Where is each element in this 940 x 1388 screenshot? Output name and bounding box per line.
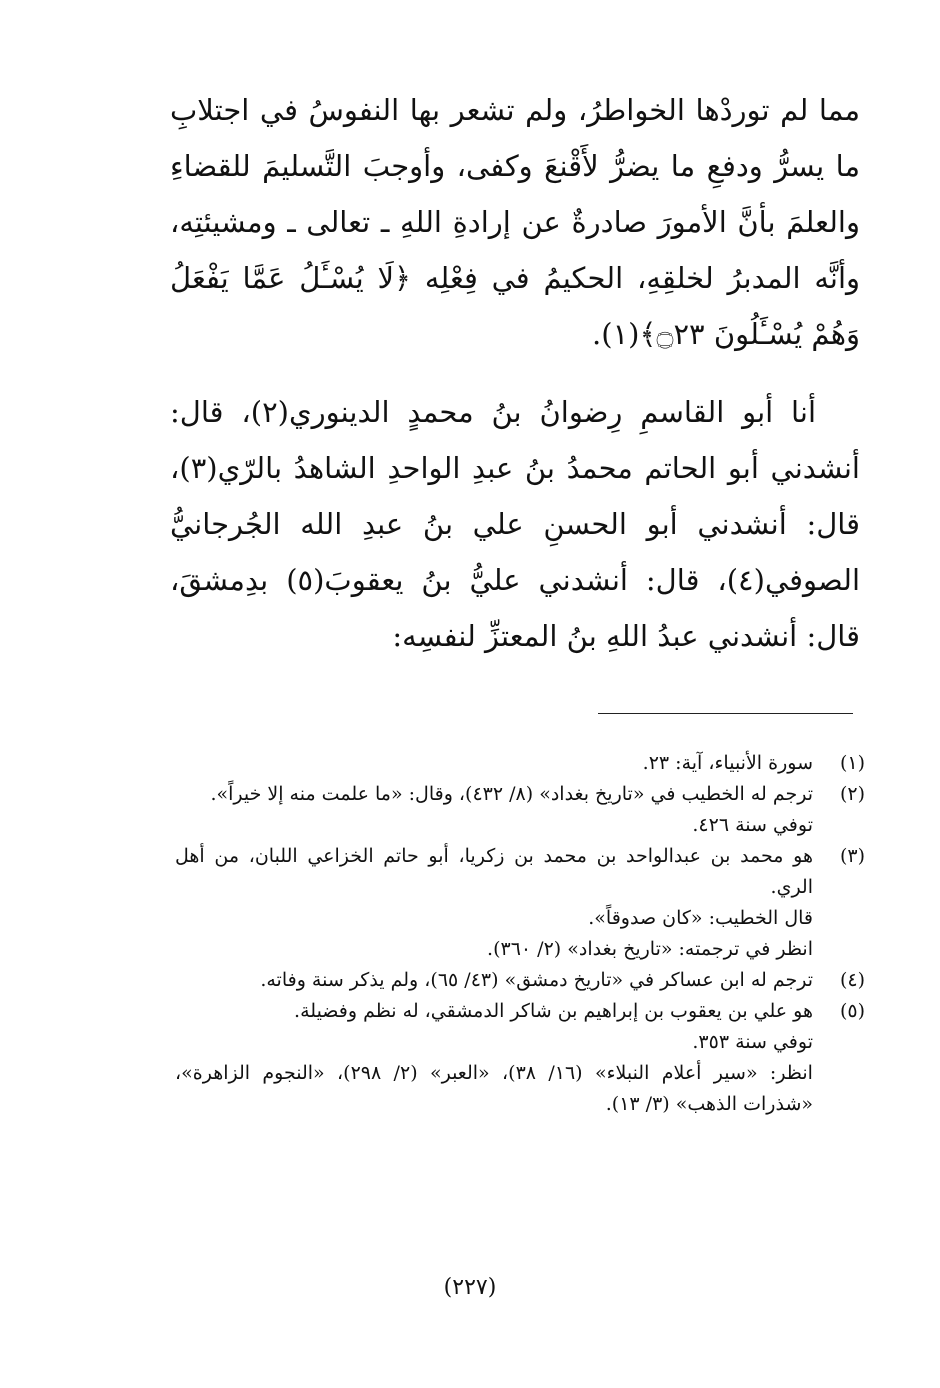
footnote-line: انظر في ترجمته: «تاريخ بغداد» (٢/ ٣٦٠). — [487, 938, 813, 960]
footnote-line: انظر: «سير أعلام النبلاء» (١٦/ ٣٨)، «العبر» (٢/ ٢٩٨)، «النجوم الزاهرة»، «شذرات الذهب» (٣/ ١٣). — [175, 1062, 813, 1115]
footnote-line: توفي سنة ٤٢٦. — [692, 814, 813, 836]
footnotes — [175, 748, 865, 1120]
footnote-body — [175, 841, 813, 965]
footnote-line: ترجم له الخطيب في «تاريخ بغداد» (٨/ ٤٣٢)، وقال: «ما علمت منه إلا خيراً». — [210, 783, 813, 805]
footnote-line: ترجم له ابن عساكر في «تاريخ دمشق» (٤٣/ ٦٥)، ولم يذكر سنة وفاته. — [260, 969, 813, 991]
footnote-3 — [175, 841, 865, 965]
footnote-line: قال الخطيب: «كان صدوقاً». — [588, 907, 813, 929]
footnote-number: (٥) — [839, 1000, 865, 1022]
footnote-1 — [175, 748, 865, 779]
footnote-body — [175, 748, 813, 779]
footnote-line: هو علي بن يعقوب بن إبراهيم بن شاكر الدمشقي، له نظم وفضيلة. — [294, 1000, 813, 1022]
footnote-number: (٢) — [839, 783, 865, 805]
footnote-separator — [598, 713, 853, 714]
footnote-line: هو محمد بن عبدالواحد بن محمد بن زكريا، أبو حاتم الخزاعي اللبان، من أهل الري. — [175, 845, 813, 898]
footnote-body — [175, 965, 813, 996]
footnote-number: (١) — [839, 752, 865, 774]
footnote-line: توفي سنة ٣٥٣. — [692, 1031, 813, 1053]
paragraph-2: أنا أبو القاسمِ رِضوانُ بنُ محمدٍ الدينوري(٢)، قال: أنشدني أبو الحاتم محمدُ بنُ عبدِ الواحدِ الشاهدُ بالرّي(٣)، قال: أنشدني أبو الحسنِ علي بنُ عبدِ الله الجُرجانيُّ الصوفي(٤)، قال: أنشدني عليُّ بنُ يعقوبَ(٥) بدِمشقَ، قال: أنشدني عبدُ اللهِ بنُ المعتزِّ لنفسِه: — [170, 395, 860, 653]
footnote-2 — [175, 779, 865, 841]
footnote-line: سورة الأنبياء، آية: ٢٣. — [642, 752, 813, 774]
footnote-number: (٣) — [839, 845, 865, 867]
paragraph-1: مما لم توردْها الخواطرُ، ولم تشعر بها النفوسُ في اجتلابِ ما يسرُّ ودفعِ ما يضرُّ لأَقْنعَ وكفى، وأوجبَ التَّسليمَ للقضاءِ والعلمَ بأنَّ الأمورَ صادرةٌ عن إرادةِ اللهِ ـ تعالى ـ ومشيئتِه، وأنَّه المدبرُ لخلقِهِ، الحكيمُ في فِعْلِه ﴿لَا يُسْـَٔلُ عَمَّا يَفْعَلُ وَهُمْ يُسْـَٔلُونَ ۝٢٣﴾(١). — [170, 93, 860, 351]
footnote-5 — [175, 996, 865, 1120]
footnote-body — [175, 779, 813, 841]
page-number: (٢٢٧) — [443, 1275, 497, 1300]
footnote-4 — [175, 965, 865, 996]
footnote-body — [175, 996, 813, 1120]
main-text — [170, 82, 860, 664]
footnote-number: (٤) — [839, 969, 865, 991]
